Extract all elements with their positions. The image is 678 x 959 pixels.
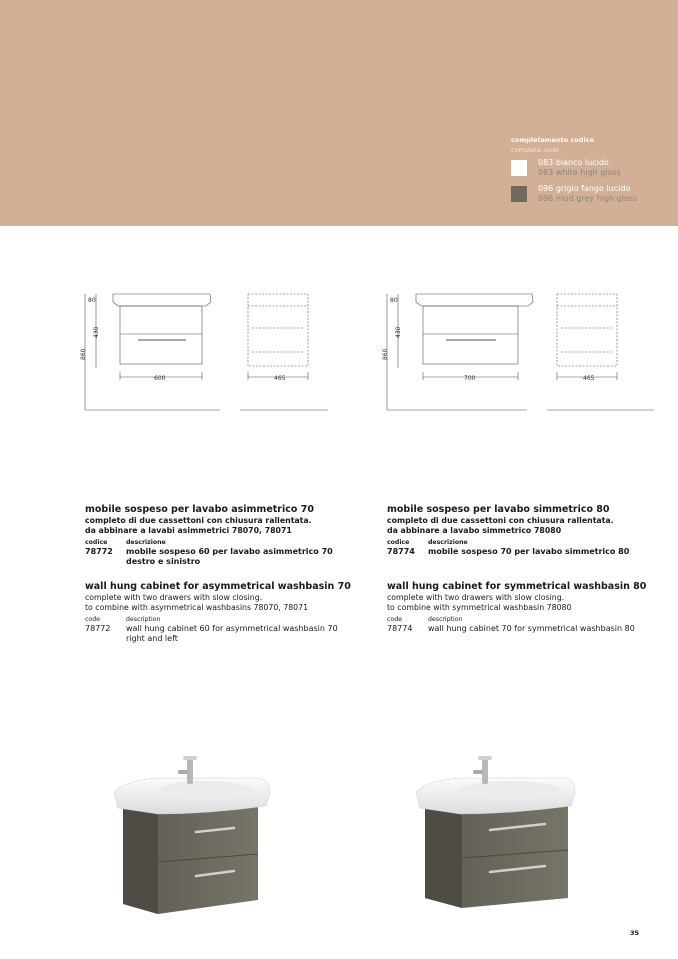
product-left-line2-en: to combine with asymmetrical washbasins 78070, 78071	[85, 602, 309, 612]
dim-left-total: 860	[80, 348, 87, 360]
description-header: descrizione	[126, 539, 166, 546]
technical-drawing-left	[80, 288, 340, 418]
code-header: codice	[387, 539, 410, 546]
swatch-white	[511, 160, 527, 176]
swatch-white-label-it: 083 bianco lucido	[538, 158, 609, 167]
dim-left-mid: 430	[93, 326, 100, 338]
dim-right-top: 80	[390, 297, 398, 304]
description-header: description	[126, 616, 161, 623]
product-description	[126, 547, 356, 567]
product-left-text	[85, 504, 365, 644]
product-description: wall hung cabinet 70 for symmetrical washbasin 80	[428, 624, 635, 633]
dim-right-width-side: 465	[583, 375, 595, 382]
product-code: 78774	[387, 624, 413, 633]
product-desc-line1: mobile sospeso 60 per lavabo asimmetrico 70	[126, 547, 333, 556]
product-right-line1-it: completo di due cassettoni con chiusura rallentata.	[387, 516, 614, 525]
code-header: code	[387, 616, 402, 623]
dim-left-width-front: 600	[154, 375, 166, 382]
product-right-table-it	[387, 539, 667, 557]
complete-code-title-en: complete code	[511, 146, 560, 154]
product-right-line2-en: to combine with symmetrical washbasin 78080	[387, 602, 572, 612]
product-code: 78772	[85, 547, 113, 556]
dim-right-total: 860	[382, 348, 389, 360]
product-right-table-en	[387, 616, 667, 634]
product-left-title-it: mobile sospeso per lavabo asimmetrico 70	[85, 504, 314, 515]
complete-code-title-it: completamento codice	[511, 136, 594, 144]
complete-code-box	[511, 136, 671, 203]
page-number: 35	[630, 929, 640, 937]
product-left-table-it	[85, 539, 365, 567]
product-left-title-en: wall hung cabinet for asymmetrical washbasin 70	[85, 581, 351, 592]
product-left-table-en	[85, 616, 365, 644]
product-description	[126, 624, 356, 644]
product-desc-line2: right and left	[126, 634, 178, 643]
swatch-grey-label-it: 096 grigio fango lucido	[538, 184, 631, 193]
product-left-line1-en: complete with two drawers with slow closing.	[85, 593, 263, 602]
code-header: codice	[85, 539, 108, 546]
product-left-line1-it: completo di due cassettoni con chiusura rallentata.	[85, 516, 312, 525]
dim-left-top: 80	[88, 297, 96, 304]
code-header: code	[85, 616, 100, 623]
dim-right-mid: 430	[395, 326, 402, 338]
description-header: descrizione	[428, 539, 468, 546]
dim-right-width-front: 700	[464, 375, 476, 382]
product-left-line2-it: da abbinare a lavabi asimmetrici 78070, 78071	[85, 525, 292, 535]
product-desc-line2: destro e sinistro	[126, 557, 201, 566]
swatch-grey-row	[511, 184, 671, 204]
product-code: 78774	[387, 547, 415, 556]
product-description: mobile sospeso 70 per lavabo simmetrico 80	[428, 547, 630, 556]
technical-drawing-right	[382, 288, 658, 418]
product-right-title-en: wall hung cabinet for symmetrical washbasin 80	[387, 581, 647, 592]
product-photo-left	[108, 750, 278, 920]
swatch-grey-label-en: 096 mud grey high gloss	[538, 194, 638, 203]
product-desc-line1: wall hung cabinet 60 for asymmetrical washbasin 70	[126, 624, 338, 633]
product-right-line2-it: da abbinare a lavabo simmetrico 78080	[387, 525, 562, 535]
swatch-white-label-en: 083 white high gloss	[538, 168, 621, 177]
product-right-line1-en: complete with two drawers with slow closing.	[387, 593, 565, 602]
product-right-text	[387, 504, 667, 634]
description-header: description	[428, 616, 463, 623]
swatch-mud-grey	[511, 186, 527, 202]
product-code: 78772	[85, 624, 111, 633]
header-band	[0, 0, 678, 226]
product-photo-right	[410, 750, 580, 920]
swatch-white-row	[511, 158, 671, 178]
dim-left-width-side: 465	[274, 375, 286, 382]
product-right-title-it: mobile sospeso per lavabo simmetrico 80	[387, 504, 610, 515]
